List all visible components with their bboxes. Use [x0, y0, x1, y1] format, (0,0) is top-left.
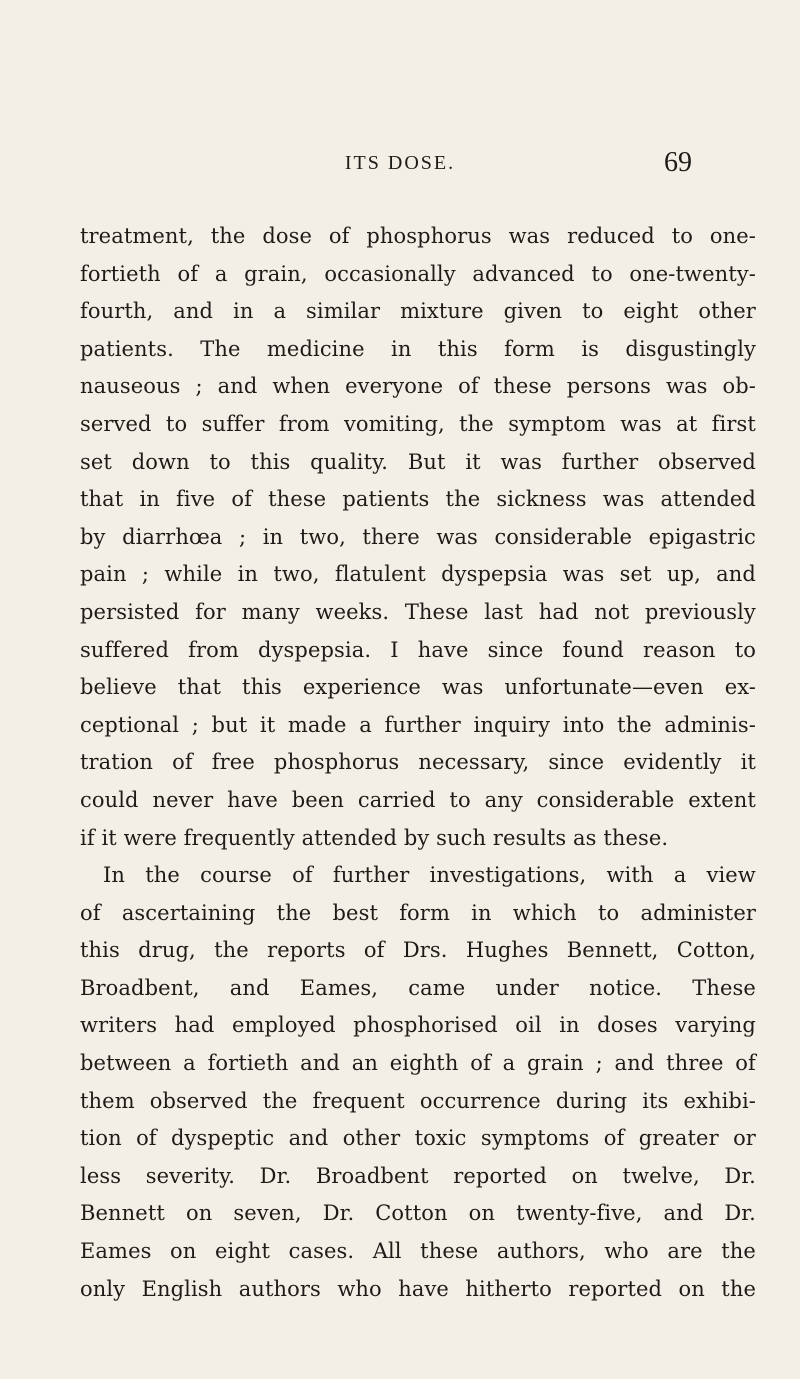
word: symptom — [508, 411, 606, 436]
text-line — [80, 218, 756, 256]
word: that — [177, 675, 222, 700]
word: toxic — [414, 1126, 467, 1151]
word: flatulent — [334, 562, 426, 587]
text-line — [80, 1007, 756, 1045]
word: to — [598, 900, 620, 925]
word: this — [80, 938, 120, 963]
word: two, — [273, 562, 320, 587]
word: set — [80, 449, 112, 474]
word: in — [262, 524, 284, 549]
word: these — [493, 374, 552, 399]
word: adminis- — [664, 712, 756, 737]
word: and — [716, 562, 756, 587]
word: hitherto — [465, 1276, 552, 1301]
word: was — [665, 374, 708, 399]
word: ; — [191, 712, 199, 737]
word: was — [436, 524, 478, 549]
word: was — [620, 411, 662, 436]
text-line — [80, 782, 756, 820]
word: of — [470, 1051, 491, 1076]
word: and — [663, 1201, 704, 1226]
word: exhibi- — [683, 1088, 756, 1113]
text-line — [80, 1195, 756, 1233]
word: carried — [357, 787, 436, 812]
word: writers — [80, 1013, 158, 1038]
word: form — [504, 336, 555, 361]
word: ob- — [722, 374, 756, 399]
word: occurrence — [419, 1088, 541, 1113]
word: it — [465, 449, 481, 474]
word: observed — [149, 1088, 248, 1113]
word: Eames, — [299, 975, 379, 1000]
word: nauseous — [80, 374, 181, 399]
word: under — [495, 975, 559, 1000]
word: phosphorus — [366, 224, 492, 248]
word: have — [398, 1276, 449, 1301]
word: reported — [568, 1276, 663, 1301]
word: these — [420, 1239, 479, 1264]
word: unfortunate—even — [504, 675, 704, 700]
word: These — [404, 599, 469, 624]
word: the — [721, 1239, 756, 1264]
word: made — [287, 712, 347, 737]
word: Hughes — [465, 938, 549, 963]
word: Bennett, — [566, 938, 659, 963]
word: advanced — [472, 261, 575, 286]
word: which — [512, 900, 577, 925]
word: quality. — [310, 449, 389, 474]
word: inquiry — [473, 712, 551, 737]
word: course — [200, 863, 272, 888]
word: tration — [80, 750, 154, 775]
word: oil — [515, 1013, 542, 1038]
word: frequent — [312, 1088, 405, 1113]
word: of — [231, 487, 252, 512]
word: dose — [262, 224, 313, 248]
word: of — [363, 938, 385, 963]
word: to — [734, 637, 756, 662]
text-line — [80, 1158, 756, 1196]
word: diarrhœa — [122, 524, 223, 549]
word: Eames — [80, 1239, 152, 1264]
word: this — [437, 336, 478, 361]
word: drug, — [138, 938, 196, 963]
word: fourth, — [80, 299, 154, 324]
word: ; — [595, 1051, 603, 1076]
word: was — [602, 487, 645, 512]
text-line — [80, 970, 756, 1008]
word: of — [603, 1126, 625, 1151]
word: during — [555, 1088, 628, 1113]
running-head — [0, 148, 800, 188]
word: of — [292, 863, 313, 888]
word: authors — [238, 1276, 321, 1301]
word: Bennett — [80, 1201, 165, 1226]
word: ; — [238, 524, 247, 549]
word: ; — [195, 374, 203, 399]
word: a — [502, 1051, 516, 1076]
word: and — [300, 1051, 340, 1076]
word: dyspeptic — [171, 1126, 275, 1151]
word: dyspepsia. — [258, 637, 372, 662]
word: in — [471, 900, 492, 925]
word: Broadbent, — [80, 975, 200, 1000]
word: a — [183, 1051, 196, 1076]
word: the — [262, 1088, 298, 1113]
word: of — [80, 900, 101, 925]
word: first — [711, 411, 756, 436]
word: vomiting, — [343, 411, 445, 436]
word: medicine — [266, 336, 365, 361]
word: five — [176, 487, 216, 512]
text-line — [80, 820, 756, 858]
word: ceptional — [80, 712, 180, 737]
word: sickness — [496, 487, 587, 512]
word: But — [407, 449, 446, 474]
text-line — [80, 256, 756, 294]
word: on — [468, 1201, 496, 1226]
word: of — [136, 1126, 157, 1151]
word: them — [80, 1088, 135, 1113]
word: less — [80, 1163, 122, 1188]
text-line — [80, 707, 756, 745]
word: this — [250, 449, 291, 474]
word: was — [441, 675, 484, 700]
word: its — [642, 1088, 669, 1113]
word: administer — [640, 900, 756, 925]
word: of — [735, 1051, 756, 1076]
word: ; — [141, 562, 150, 587]
word: in — [237, 562, 259, 587]
word: investigations, — [429, 863, 587, 888]
word: is — [581, 336, 600, 361]
word: Broadbent — [315, 1163, 429, 1188]
body-text — [80, 218, 756, 1308]
word: tion — [80, 1126, 122, 1151]
word: to — [165, 411, 188, 436]
word: and — [217, 374, 258, 399]
word: on — [678, 1276, 705, 1301]
word: evidently — [623, 750, 722, 775]
word: persisted — [80, 599, 180, 624]
word: was — [508, 224, 551, 248]
word: could — [80, 787, 139, 812]
word: notice. — [589, 975, 663, 1000]
word: fortieth — [207, 1051, 289, 1076]
text-line — [80, 895, 756, 933]
text-line-content: if it were frequently attended by such results as these. — [80, 825, 669, 850]
word: severity. — [145, 1163, 236, 1188]
word: had — [174, 1013, 215, 1038]
word: one-twenty- — [629, 261, 756, 286]
text-line — [80, 632, 756, 670]
word: was — [562, 562, 605, 587]
word: further — [332, 863, 410, 888]
word: fortieth — [80, 261, 161, 286]
word: cases. — [288, 1239, 355, 1264]
word: eight — [214, 1239, 271, 1264]
word: other — [698, 299, 756, 324]
word: reports — [267, 938, 346, 963]
word: that — [80, 487, 124, 512]
text-line — [80, 1045, 756, 1083]
word: who — [337, 1276, 382, 1301]
word: doses — [597, 1013, 658, 1038]
word: on — [571, 1163, 598, 1188]
word: to — [449, 787, 471, 812]
word: twelve, — [622, 1163, 700, 1188]
text-line — [80, 932, 756, 970]
word: two, — [299, 524, 346, 549]
word: from — [278, 411, 330, 436]
word: further — [561, 449, 639, 474]
text-line — [80, 293, 756, 331]
word: any — [484, 787, 523, 812]
word: by — [80, 524, 106, 549]
word: since — [548, 750, 605, 775]
word: up, — [666, 562, 701, 587]
word: suffered — [80, 637, 169, 662]
word: was — [500, 449, 543, 474]
word: and — [229, 975, 270, 1000]
word: a — [214, 261, 228, 286]
text-line — [80, 1083, 756, 1121]
word: a — [673, 863, 687, 888]
text-line — [80, 368, 756, 406]
text-line — [80, 594, 756, 632]
word: are — [667, 1239, 703, 1264]
word: these — [268, 487, 327, 512]
word: phosphorus — [273, 750, 400, 775]
word: came — [408, 975, 466, 1000]
word: eighth — [389, 1051, 459, 1076]
word: everyone — [345, 374, 444, 399]
word: experience — [302, 675, 421, 700]
word: but — [211, 712, 248, 737]
word: found — [562, 637, 624, 662]
word: Dr. — [259, 1163, 292, 1188]
word: it — [259, 712, 276, 737]
word: been — [291, 787, 344, 812]
text-line — [80, 444, 756, 482]
word: there — [362, 524, 420, 549]
text-line — [80, 481, 756, 519]
word: the — [276, 900, 312, 925]
word: free — [211, 750, 255, 775]
word: the — [721, 1276, 756, 1301]
word: given — [503, 299, 563, 324]
word: this — [242, 675, 282, 700]
word: greater — [638, 1126, 719, 1151]
word: to — [591, 261, 613, 286]
word: have — [227, 787, 278, 812]
word: considerable — [536, 787, 675, 812]
word: disgustingly — [625, 336, 756, 361]
word: an — [351, 1051, 378, 1076]
word: The — [200, 336, 241, 361]
word: previously — [644, 599, 756, 624]
word: pain — [80, 562, 127, 587]
word: grain — [527, 1051, 584, 1076]
word: in — [391, 336, 412, 361]
word: mixture — [400, 299, 484, 324]
word: the — [617, 712, 652, 737]
word: ascertaining — [121, 900, 256, 925]
word: and — [288, 1126, 329, 1151]
word: best — [332, 900, 378, 925]
word: three — [666, 1051, 724, 1076]
word: not — [594, 599, 630, 624]
word: treatment, — [80, 224, 194, 248]
word: or — [733, 1126, 756, 1151]
word: at — [676, 411, 698, 436]
word: observed — [658, 449, 756, 474]
word: only — [80, 1276, 126, 1301]
text-line — [80, 744, 756, 782]
word: Dr. — [724, 1163, 756, 1188]
word: phosphorised — [353, 1013, 498, 1038]
word: had — [538, 599, 579, 624]
word: last — [484, 599, 524, 624]
word: further — [384, 712, 461, 737]
word: when — [272, 374, 331, 399]
word: one- — [709, 224, 756, 248]
text-line — [80, 519, 756, 557]
text-line — [80, 1120, 756, 1158]
word: necessary, — [418, 750, 530, 775]
word: view — [706, 863, 756, 888]
running-title: ITS DOSE. — [344, 152, 456, 174]
word: to — [209, 449, 231, 474]
word: and — [614, 1051, 655, 1076]
word: attended — [660, 487, 756, 512]
word: occasionally — [324, 261, 456, 286]
word: seven, — [233, 1201, 302, 1226]
text-line — [80, 1233, 756, 1271]
word: of — [458, 374, 479, 399]
word: for — [195, 599, 226, 624]
word: never — [152, 787, 214, 812]
word: the — [210, 224, 246, 248]
word: English — [141, 1276, 223, 1301]
word: to — [671, 224, 694, 248]
word: In — [103, 863, 126, 888]
word: grain, — [244, 261, 308, 286]
word: Dr. — [724, 1201, 756, 1226]
word: form — [399, 900, 450, 925]
word: to — [582, 299, 604, 324]
word: in — [559, 1013, 580, 1038]
word: twenty-five, — [516, 1201, 643, 1226]
word: believe — [80, 675, 157, 700]
word: a — [359, 712, 372, 737]
word: reduced — [567, 224, 655, 248]
word: into — [562, 712, 605, 737]
word: Dr. — [322, 1201, 355, 1226]
word: considerable — [494, 524, 633, 549]
word: authors, — [496, 1239, 586, 1264]
word: and — [173, 299, 214, 324]
word: Drs. — [402, 938, 448, 963]
word: epigastric — [648, 524, 756, 549]
word: eight — [623, 299, 679, 324]
word: it — [740, 750, 756, 775]
word: from — [188, 637, 239, 662]
word: patients. — [80, 336, 174, 361]
word: have — [417, 637, 469, 662]
word: set — [619, 562, 652, 587]
word: varying — [675, 1013, 756, 1038]
word: employed — [231, 1013, 336, 1038]
word: who — [604, 1239, 649, 1264]
word: Cotton, — [676, 938, 756, 963]
text-line — [80, 669, 756, 707]
word: extent — [688, 787, 756, 812]
word: symptoms — [480, 1126, 590, 1151]
word: dyspepsia — [441, 562, 548, 587]
word: the — [214, 938, 249, 963]
text-line — [80, 556, 756, 594]
word: on — [170, 1239, 197, 1264]
word: reason — [643, 637, 716, 662]
word: while — [164, 562, 223, 587]
page-number: 69 — [664, 147, 692, 178]
word: of — [328, 224, 350, 248]
word: Cotton — [375, 1201, 448, 1226]
text-line — [80, 857, 756, 895]
word: in — [139, 487, 160, 512]
word: a — [273, 299, 287, 324]
word: between — [80, 1051, 172, 1076]
word: other — [342, 1126, 401, 1151]
word: reported — [453, 1163, 547, 1188]
word: the — [145, 863, 180, 888]
word: weeks. — [315, 599, 390, 624]
word: of — [177, 261, 199, 286]
word: ex- — [724, 675, 756, 700]
word: the — [445, 487, 481, 512]
word: on — [185, 1201, 213, 1226]
word: patients — [342, 487, 430, 512]
text-line — [80, 331, 756, 369]
word: of — [172, 750, 193, 775]
word: suffer — [201, 411, 265, 436]
word: I — [390, 637, 399, 662]
word: similar — [306, 299, 381, 324]
word: down — [131, 449, 190, 474]
word: since — [487, 637, 544, 662]
word: with — [606, 863, 654, 888]
word: the — [459, 411, 494, 436]
text-line — [80, 1271, 756, 1309]
text-line — [80, 406, 756, 444]
word: served — [80, 411, 152, 436]
word: many — [241, 599, 300, 624]
word: These — [692, 975, 756, 1000]
word: persons — [566, 374, 652, 399]
word: All — [372, 1239, 402, 1264]
word: in — [233, 299, 254, 324]
